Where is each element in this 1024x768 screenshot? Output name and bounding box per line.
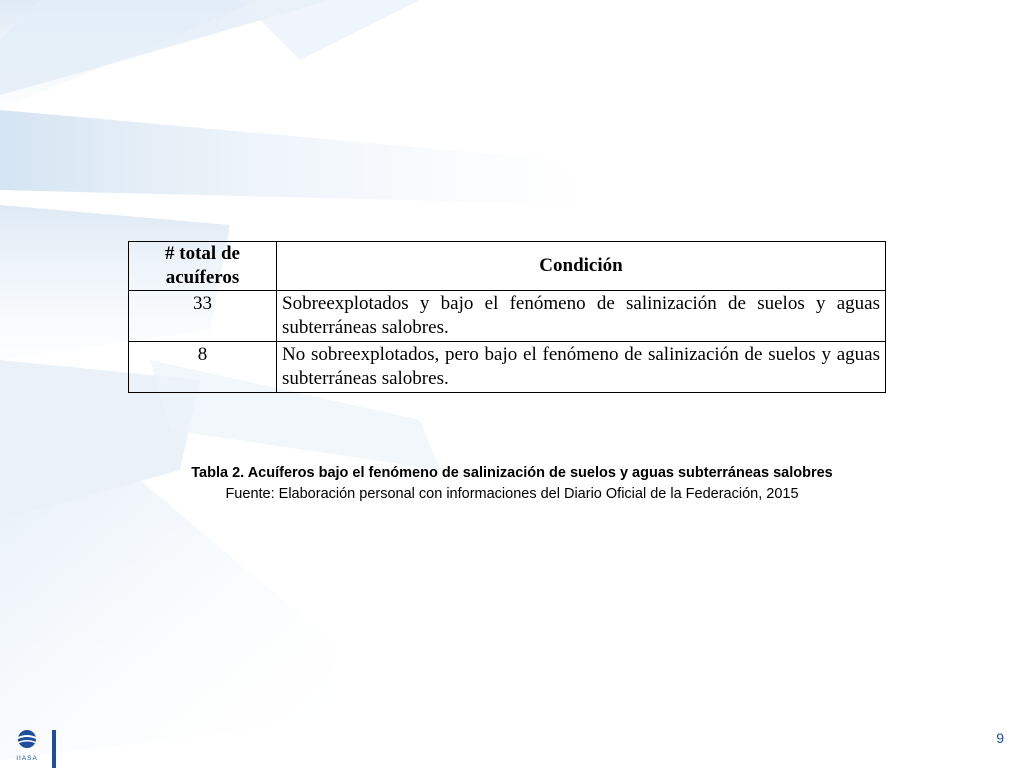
aquifer-table	[128, 241, 886, 393]
logo-accent-bar	[52, 730, 56, 768]
iiasa-logo	[14, 726, 70, 768]
header-condition: Condición	[277, 242, 886, 291]
aquifer-count-cell: 33	[129, 291, 277, 342]
table-caption-title: Tabla 2. Acuíferos bajo el fenómeno de salinización de suelos y aguas subterráneas salobres	[191, 465, 833, 481]
header-total-aquifers: # total de acuíferos	[129, 242, 277, 291]
table-row	[129, 291, 886, 342]
logo-wordmark: IIASA	[16, 755, 38, 762]
table-header-row	[129, 242, 886, 291]
condition-cell: No sobreexplotados, pero bajo el fenómeno de salinización de suelos y aguas subterráneas salobres.	[277, 342, 886, 393]
logo-globe-icon	[18, 730, 36, 748]
condition-cell: Sobreexplotados y bajo el fenómeno de salinización de suelos y aguas subterráneas salobres.	[277, 291, 886, 342]
deco-shape	[240, 0, 420, 60]
deco-shape	[0, 480, 340, 760]
deco-shape	[0, 110, 600, 205]
table-caption-source: Fuente: Elaboración personal con informaciones del Diario Oficial de la Federación, 2015	[225, 486, 799, 502]
table-row	[129, 342, 886, 393]
page-number: 9	[996, 730, 1004, 746]
aquifer-count-cell: 8	[129, 342, 277, 393]
